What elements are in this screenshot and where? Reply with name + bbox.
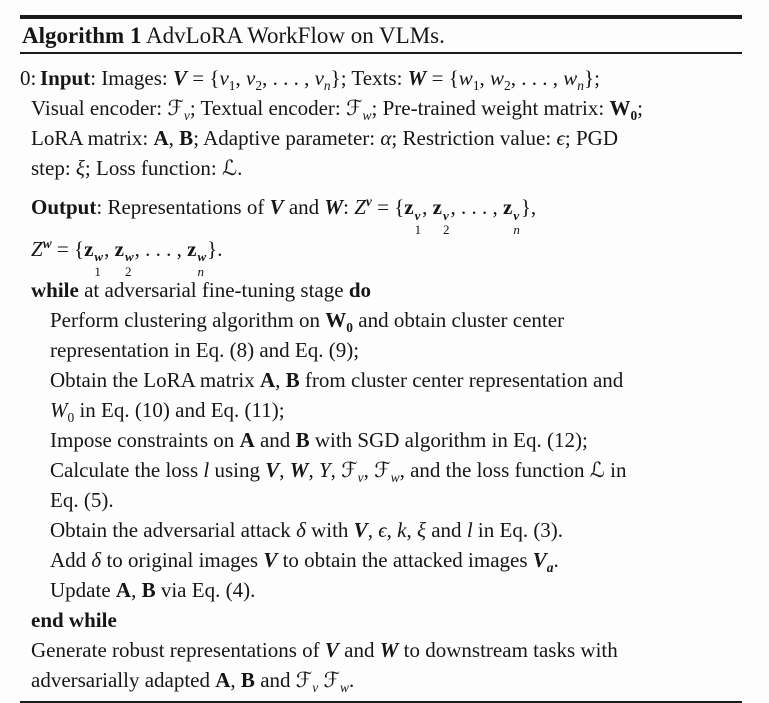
algorithm-line: Add δ to original images V to obtain the attacked images $V_a$. [50,548,559,576]
algorithm-line: LoRA matrix: A, B; Adaptive parameter: α; Restriction value: ϵ; PGD [31,126,619,150]
algorithm-line: $W_0$ in Eq. (10) and Eq. (11); [50,398,285,426]
algorithm-caption-label: Algorithm 1 [22,23,142,48]
algorithm-line: Impose constraints on A and B with SGD algorithm in Eq. (12); [50,428,588,453]
algorithm-line: Update A, B via Eq. (4). [50,578,256,603]
algorithm-caption-title: AdvLoRA WorkFlow on VLMs. [145,23,445,48]
algorithm-line: $Z^w = \{z$ w 1 , z w 2 , . . . , z w n }. [31,235,223,279]
line-number: 0: [20,66,37,90]
algorithm-line: Perform clustering algorithm on $W_0$ and obtain cluster center [50,308,565,336]
algorithm-line: Output: Representations of V and W: $Z^v = \{z$ v 1 , z v 2 , . . . , z v n }, [31,194,537,238]
algorithm-caption [20,19,742,52]
algorithm-line: while at adversarial fine-tuning stage do [31,278,372,303]
algorithm-line [20,63,742,93]
algorithm-line: end while [31,608,117,633]
algorithm-line: Obtain the LoRA matrix A, B from cluster center representation and [50,368,624,393]
algorithm-line: Visual encoder: ℱ$_v$; Textual encoder: ℱ$_w$; Pre-trained weight matrix: $W_0$; [31,96,643,124]
algorithm-block [20,15,742,703]
algorithm-line: adversarially adapted A, B and ℱ$_v$ ℱ$_w$. [31,668,355,696]
algorithm-line: step: ξ; Loss function: ℒ. [31,156,243,180]
algorithm-line: Generate robust representations of V and W to downstream tasks with [31,638,618,663]
algorithm-line: Obtain the adversarial attack δ with V, ϵ, k, ξ and l in Eq. (3). [50,518,564,543]
algorithm-body [20,54,742,701]
algorithm-line: Eq. (5). [50,488,114,513]
algorithm-line: Calculate the loss l using V, W, Y, ℱ$_v$, ℱ$_w$, and the loss function ℒ in [50,458,627,486]
algorithm-line: representation in Eq. (8) and Eq. (9); [50,338,360,363]
line-text: Input: Images: $V = \{v_1$, $v_2$, . . . , $v_n$}; Texts: $W = \{w_1$, $w_2$, . . . , $w_n$}; [40,66,600,94]
